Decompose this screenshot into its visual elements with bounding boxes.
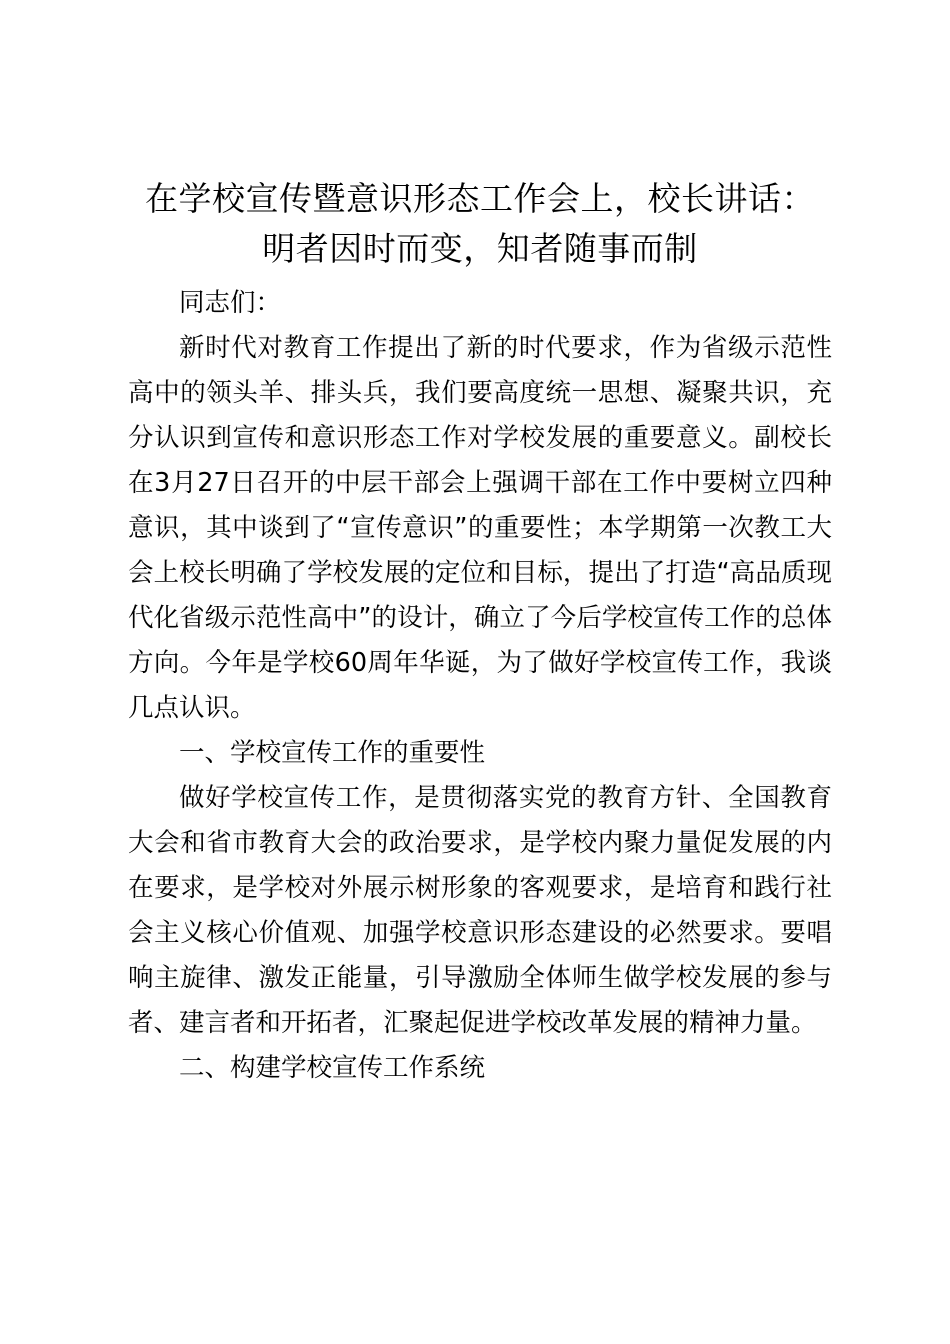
- paragraph-intro: 新时代对教育工作提出了新的时代要求，作为省级示范性高中的领头羊、排头兵，我们要高度统一思想、凝聚共识，充分认识到宣传和意识形态工作对学校发展的重要意义。副校长在3月27日召开的中层干部会上强调干部在工作中要树立四种意识，其中谈到了“宣传意识”的重要性；本学期第一次教工大会上校长明确了学校发展的定位和目标，提出了打造“高品质现代化省级示范性高中”的设计，确立了今后学校宣传工作的总体方向。今年是学校60周年华诞，为了做好学校宣传工作，我谈几点认识。: [128, 333, 832, 723]
- section-heading-2: 二、构建学校宣传工作系统: [179, 1053, 486, 1083]
- document-title: [128, 174, 832, 274]
- title-line-2: 明者因时而变，知者随事而制: [262, 229, 698, 268]
- title-line-1: 在学校宣传暨意识形态工作会上，校长讲话：: [145, 179, 815, 218]
- salutation: 同志们：: [179, 288, 282, 318]
- document-body: [128, 281, 832, 1091]
- document-page: [128, 174, 832, 1091]
- section-heading-1: 一、学校宣传工作的重要性: [179, 738, 486, 768]
- paragraph-importance: 做好学校宣传工作，是贯彻落实党的教育方针、全国教育大会和省市教育大会的政治要求，是学校内聚力量促发展的内在要求，是学校对外展示树形象的客观要求，是培育和践行社会主义核心价值观、加强学校意识形态建设的必然要求。要唱响主旋律、激发正能量，引导激励全体师生做学校发展的参与者、建言者和开拓者，汇聚起促进学校改革发展的精神力量。: [128, 783, 832, 1038]
